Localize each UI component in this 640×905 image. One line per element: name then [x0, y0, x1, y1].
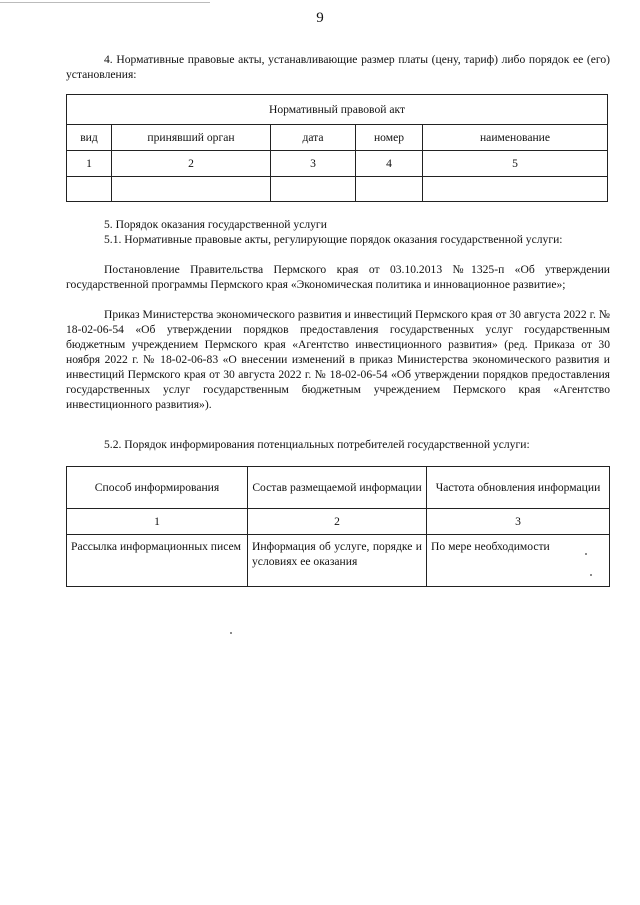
legal-document-1: Постановление Правительства Пермского края от 03.10.2013 №1325-п «Об утверждении государственной программы Пермского края «Экономическая политика и инновационное развитие»;	[66, 263, 610, 291]
legal-acts-table	[66, 94, 608, 202]
column-number: 3	[427, 509, 610, 535]
empty-cell	[423, 177, 608, 202]
empty-cell	[67, 177, 112, 202]
column-number: 1	[67, 509, 248, 535]
empty-cell	[112, 177, 271, 202]
column-header: Состав размещаемой информации	[248, 467, 427, 509]
header-rule	[0, 2, 210, 3]
column-number: 2	[112, 151, 271, 177]
section4-heading: 4. Нормативные правовые акты, устанавливающие размер платы (цену, тариф) либо порядок ее (его) установления:	[66, 53, 610, 81]
empty-cell	[356, 177, 423, 202]
column-number: 5	[423, 151, 608, 177]
legal-acts-group-header: Нормативный правовой акт	[67, 95, 608, 125]
scan-speck	[590, 574, 592, 576]
column-number: 3	[271, 151, 356, 177]
column-header: Частота обновления информации	[427, 467, 610, 509]
legal-document-2: Приказ Министерства экономического развития и инвестиций Пермского края от 30 августа 2022 г. № 18-02-06-54 «Об утверждении порядков предоставления государственных услуг государственным бюджетным учреждением Пермского края «Агентство инвестиционного развития» (ред. Приказа от 30 ноября 2022 г. № 18-02-06-83 «О внесении изменений в приказ Министерства экономического развития и инвестиций Пермского края от 30 августа 2022 г. № 18-02-06-54 «Об утверждении порядков предоставления государственных услуг государственным бюджетным учреждением Пермского края «Агентство инвестиционного развития»).	[66, 308, 610, 411]
empty-cell	[271, 177, 356, 202]
section5-1-heading: 5.1. Нормативные правовые акты, регулирующие порядок оказания государственной услуги:	[104, 233, 563, 246]
table-cell: Информация об услуге, порядке и условиях ее оказания	[248, 535, 427, 587]
table-cell: Рассылка информационных писем	[67, 535, 248, 587]
page-number: 9	[316, 10, 324, 26]
section5-2-heading: 5.2. Порядок информирования потенциальных потребителей государственной услуги:	[104, 438, 530, 451]
scan-speck	[230, 632, 232, 634]
column-header: вид	[67, 125, 112, 151]
column-header: Способ информирования	[67, 467, 248, 509]
table-cell: По мере необходимости	[427, 535, 610, 587]
informing-table	[66, 466, 610, 587]
section5-heading: 5. Порядок оказания государственной услуги	[104, 218, 327, 231]
column-number: 1	[67, 151, 112, 177]
column-number: 4	[356, 151, 423, 177]
column-header: наименование	[423, 125, 608, 151]
column-header: номер	[356, 125, 423, 151]
column-number: 2	[248, 509, 427, 535]
column-header: принявший орган	[112, 125, 271, 151]
column-header: дата	[271, 125, 356, 151]
scan-speck	[585, 553, 587, 555]
